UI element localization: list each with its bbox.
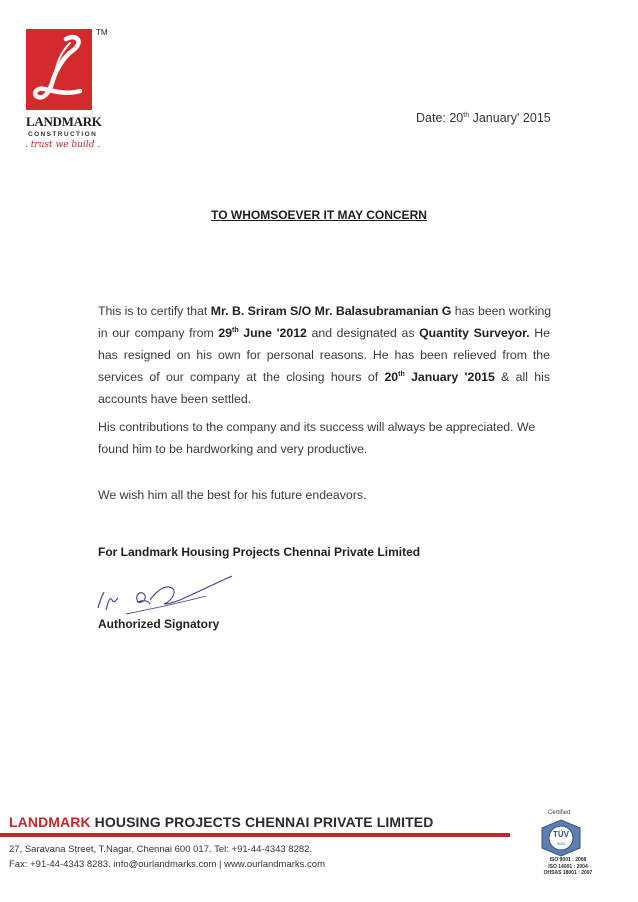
footer-address-line: 27, Saravana Street, T.Nagar, Chennai 600 017. Tel: +91-44-4343 8282. — [9, 844, 313, 855]
iso-line: ISO 14001 : 2004 — [548, 863, 588, 870]
letter-body — [98, 300, 552, 502]
paragraph-wishes: We wish him all the best for his future endeavors. — [98, 488, 367, 502]
footer-divider — [0, 833, 510, 837]
trademark-symbol: TM — [96, 28, 108, 37]
brand-tagline: . trust we build . — [25, 140, 101, 150]
brand-subtitle: CONSTRUCTION — [28, 131, 98, 138]
letter-date: Date: 20th January' 2015 — [416, 111, 551, 125]
footer-company-name: LANDMARK HOUSING PROJECTS CHENNAI PRIVATE LIMITED — [9, 814, 434, 830]
certified-label: Certified — [548, 810, 571, 816]
footer-contact-line: Fax: +91-44-4343 8283. info@ourlandmarks.com | www.ourlandmarks.com — [9, 859, 325, 870]
body-line: accounts have been settled. — [98, 392, 252, 406]
closing-company-name: For Landmark Housing Projects Chennai Private Limited — [98, 545, 421, 559]
iso-line: ISO 9001 : 2008 — [549, 857, 587, 863]
body-line: in our company from 29th June '2012 and designated as Quantity Surveyor. He — [98, 326, 551, 340]
brand-name: LANDMARK — [26, 114, 102, 129]
iso-certifications — [526, 857, 610, 877]
paragraph-appreciation: His contributions to the company and its success will always be appreciated. We found him to be hardworking and very productive. — [98, 420, 536, 456]
iso-line: OHSAS 18001 : 2007 — [543, 870, 593, 876]
authorized-signatory: Authorized Signatory — [98, 617, 220, 631]
letter-subject: TO WHOMSOEVER IT MAY CONCERN — [211, 208, 427, 222]
company-logo — [26, 29, 92, 110]
script-l-logo-icon — [26, 29, 92, 110]
body-line: has resigned on his own for personal reasons. He has been relieved from the — [98, 348, 550, 362]
tuv-certification-icon — [536, 818, 586, 858]
footer-address — [9, 842, 325, 872]
tuv-badge-subtext: SÜD — [556, 841, 566, 846]
tuv-badge-text: TÜV — [553, 830, 569, 839]
paragraph-certification — [98, 300, 550, 410]
body-line: services of our company at the closing hours of 20th January '2015 & all his — [98, 370, 550, 384]
body-line: This is to certify that Mr. B. Sriram S/O Mr. Balasubramanian G has been working — [98, 304, 552, 318]
